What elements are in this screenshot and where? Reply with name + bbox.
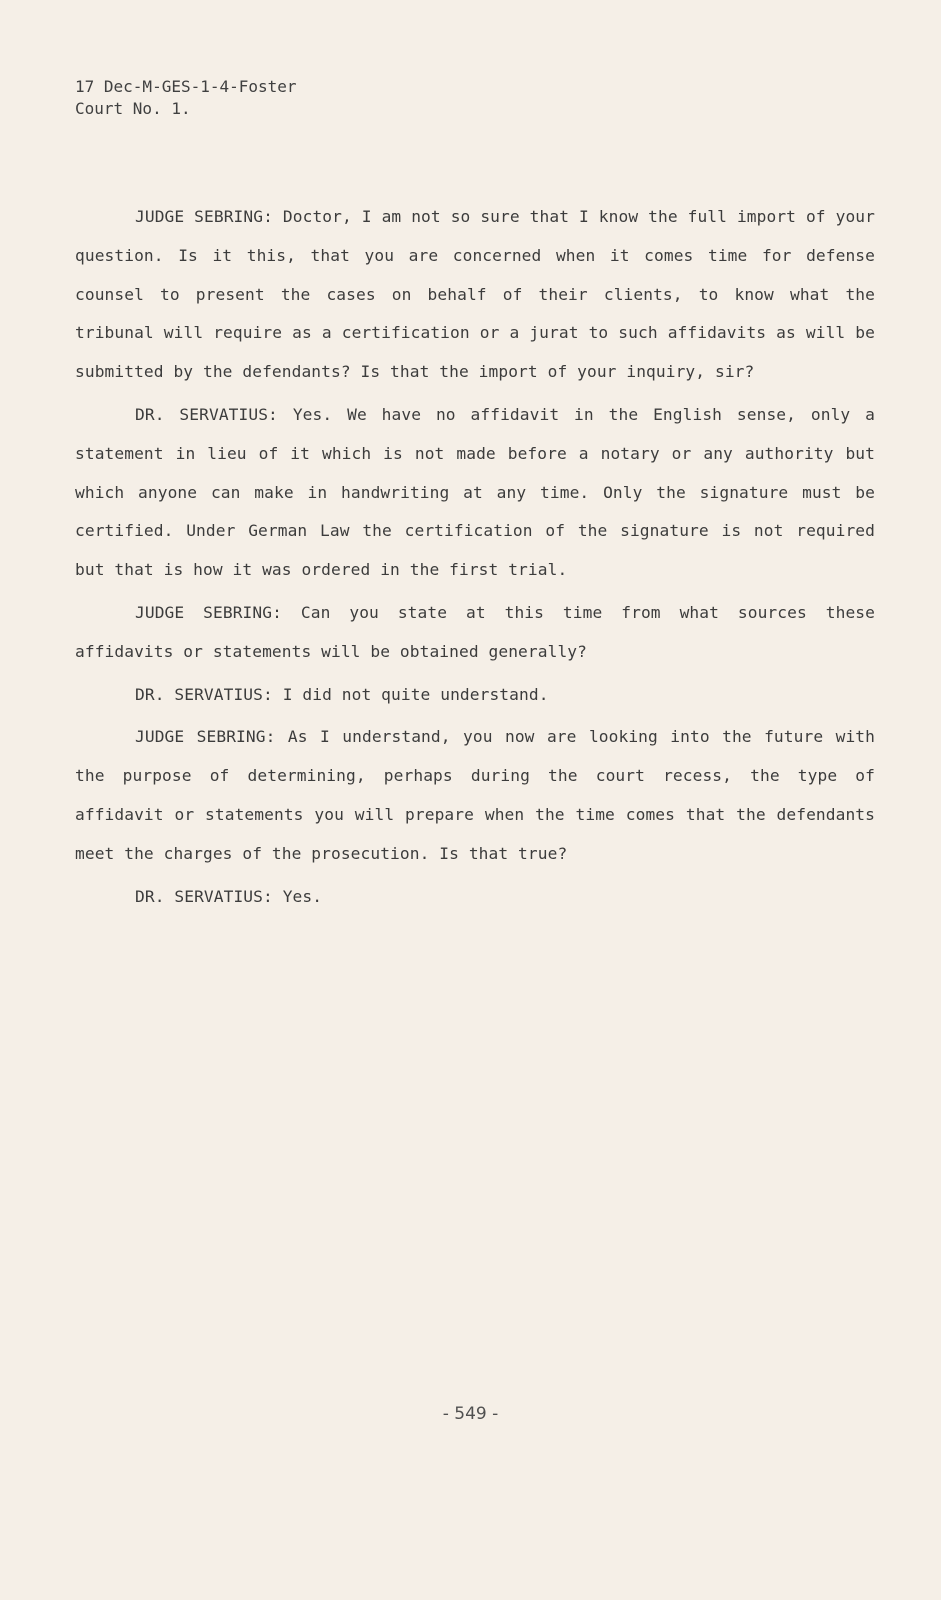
speaker-label: JUDGE SEBRING: xyxy=(135,727,276,747)
transcript-paragraph xyxy=(75,594,875,672)
speech-text: Yes. We have no affidavit in the English sense, only a statement in lieu of it which is not made before a notary or any authority but which anyone can make in handwriting at any time. Only the signature must be certified. Under German Law the certification of the signature is not required but that is how it was ordered in the first trial. xyxy=(75,404,876,580)
header-reference: 17 Dec-M-GES-1-4-Foster xyxy=(75,77,297,96)
transcript-paragraph xyxy=(75,396,875,590)
speech-text: Yes. xyxy=(282,886,323,906)
page-number: - 549 - xyxy=(442,1404,499,1424)
transcript-paragraph xyxy=(75,718,875,873)
speaker-label: DR. SERVATIUS: xyxy=(135,886,273,906)
transcript-body xyxy=(75,198,875,920)
document-header xyxy=(75,76,297,120)
speaker-label: DR. SERVATIUS: xyxy=(135,684,273,704)
speaker-label: JUDGE SEBRING: xyxy=(135,602,282,622)
speech-text: I did not quite understand. xyxy=(282,684,549,704)
speech-text: Doctor, I am not so sure that I know the full import of your question. Is it this, that you are concerned when it comes time for defense counsel to present the cases on behalf of their clients, to know what the tribunal will require as a certification or a jurat to such affidavits as will be submitted by the defendants? Is that the import of your inquiry, sir? xyxy=(75,207,875,382)
transcript-paragraph xyxy=(75,198,875,392)
transcript-paragraph xyxy=(75,676,875,715)
header-court: Court No. 1. xyxy=(75,99,191,118)
speaker-label: DR. SERVATIUS: xyxy=(135,404,278,424)
speaker-label: JUDGE SEBRING: xyxy=(135,207,273,226)
transcript-paragraph xyxy=(75,878,875,917)
speech-text: As I understand, you now are looking into the future with the purpose of determining, perhaps during the court recess, the type of affidavit or statements you will prepare when the time comes that the defendants meet the charges of the prosecution. Is that true? xyxy=(75,727,875,863)
speech-text: Can you state at this time from what sources these affidavits or statements will be obtained generally? xyxy=(75,602,875,661)
